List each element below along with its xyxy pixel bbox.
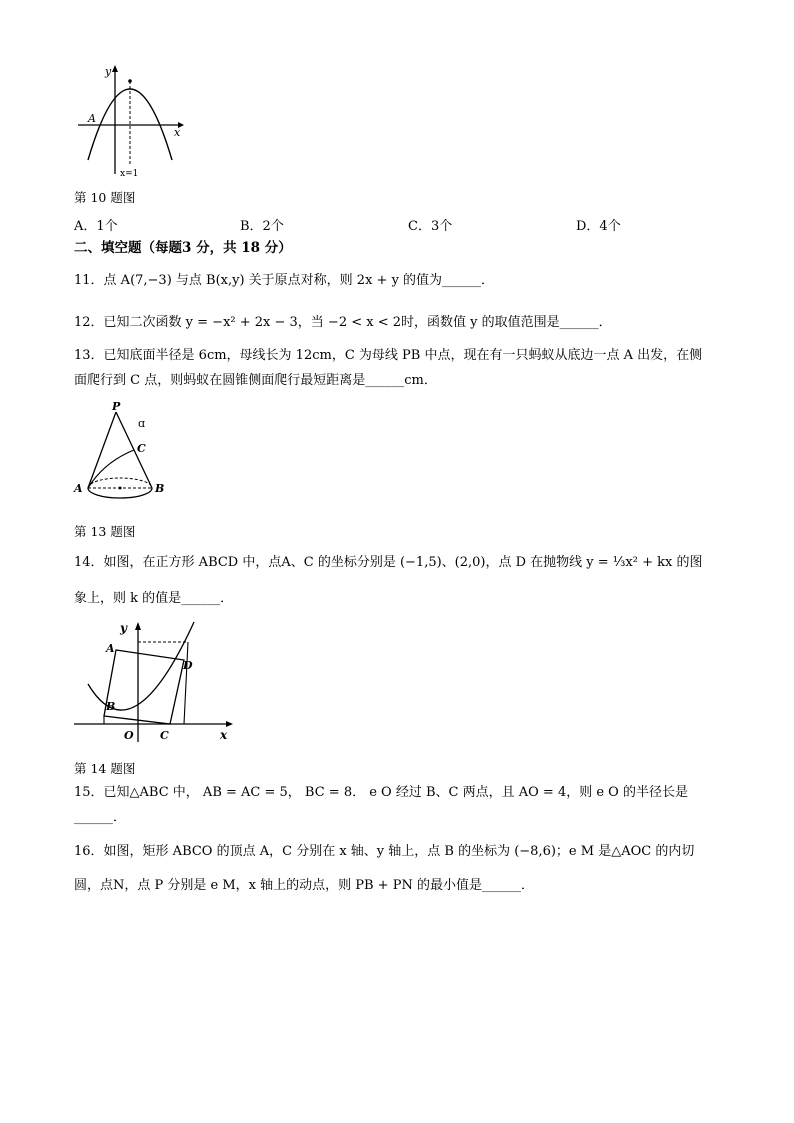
q10-option-b: B．2个 [240,219,284,234]
question-14-line2: 象上，则 k 的值是______． [74,591,234,606]
figure-13-cone [70,400,180,508]
fig13-center-point [119,487,122,490]
question-13-line1: 13．已知底面半径是 6cm，母线长为 12cm，C 为母线 PB 中点，现在有一只蚂蚁从底边一点 A 出发，在侧 [74,348,703,363]
fig14-label-D: D [183,659,193,672]
fig10-label-y: y [105,65,112,78]
fig13-label-B: B [155,482,165,495]
fig10-y-arrow [112,65,118,72]
section-2-title: 二、填空题（每题3 分，共 18 分） [74,240,292,256]
fig14-square-abcd [104,650,184,724]
fig14-label-x: x [220,728,228,742]
question-15-line2: ______． [74,810,127,825]
fig13-label-mark: ɑ [138,417,146,430]
q10-option-a: A．1个 [74,219,118,234]
q10-option-c: C．3个 [408,219,453,234]
fig14-label-B: B [106,700,116,713]
fig13-slant-left [88,412,116,488]
question-16-line1: 16．如图，矩形 ABCO 的顶点 A，C 分别在 x 轴、y 轴上，点 B 的坐标为 (−8,6)；e M 是△AOC 的内切 [74,844,695,859]
question-12: 12．已知二次函数 y = −x² + 2x − 3，当 −2 < x < 2时，函数值 y 的取值范围是______． [74,315,612,330]
fig14-parabola-curve [88,622,194,710]
fig14-caption: 第 14 题图 [74,761,136,776]
fig13-caption: 第 13 题图 [74,524,136,539]
fig10-caption: 第 10 题图 [74,190,136,205]
figure-10-parabola [74,62,194,180]
question-16-line2: 圆，点N，点 P 分别是 e M，x 轴上的动点，则 PB + PN 的最小值是______． [74,878,534,893]
fig13-slant-right [116,412,152,488]
fig14-label-C: C [160,729,169,742]
question-15-line1: 15．已知△ABC 中， AB = AC = 5， BC = 8． e O 经过 B、C 两点，且 AO = 4，则 e O 的半径长是 [74,785,688,800]
question-13-line2: 面爬行到 C 点，则蚂蚁在圆锥侧面爬行最短距离是______cm． [74,373,437,388]
question-11: 11．点 A(7,−3) 与点 B(x,y) 关于原点对称，则 2x + y 的值为______． [74,273,495,288]
fig14-y-arrow [135,622,141,630]
fig10-label-A: A [88,112,96,125]
question-14-line1: 14．如图，在正方形 ABCD 中，点A、C 的坐标分别是 (−1,5)、(2,0)，点 D 在抛物线 y = ⅓x² + kx 的图 [74,555,703,570]
fig14-x-arrow [226,721,233,727]
fig13-label-A: A [74,482,83,495]
fig14-label-y: y [120,621,127,635]
fig10-label-axis-line: x=1 [120,169,139,179]
fig13-label-C: C [137,442,146,455]
fig13-label-P: P [112,400,121,413]
q10-option-d: D．4个 [576,219,621,234]
fig10-vertex-point [128,79,132,83]
fig10-label-x: x [174,126,181,139]
fig14-vertical-d [184,642,188,724]
fig14-label-A: A [106,642,115,655]
figure-14-square-parabola [70,618,240,746]
fig14-label-O: O [124,729,134,742]
